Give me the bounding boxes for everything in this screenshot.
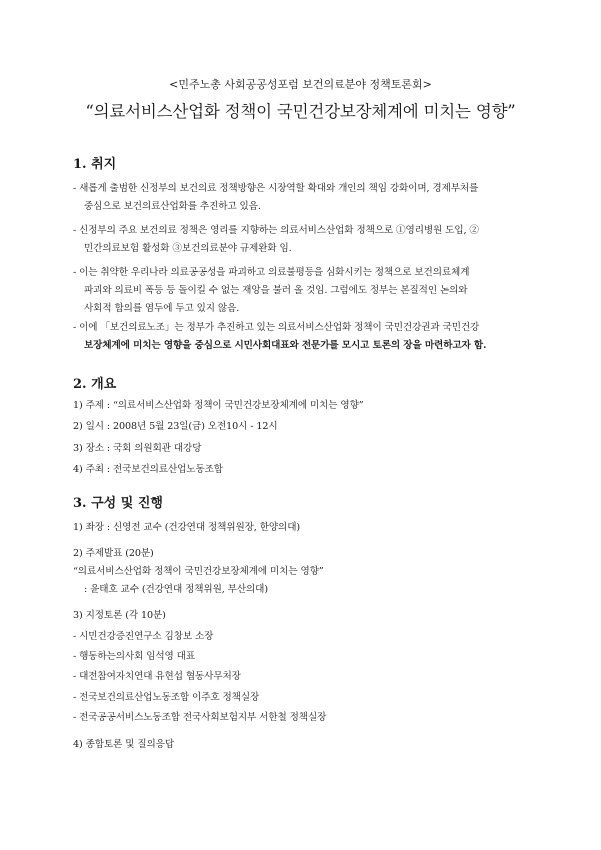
program-line: - 행동하는의사회 임석영 대표	[73, 651, 196, 662]
overview-line: 2) 일시 : 2008년 5월 23일(금) 오전10시 - 12시	[73, 421, 278, 432]
program-line: - 대전참여자치연대 유현섭 협동사무처장	[73, 671, 241, 682]
purpose-line: 보장체계에 미치는 영향을 중심으로 시민사회대표와 전문가를 모시고 토론의 장을 마련하고자 함.	[84, 340, 487, 351]
section-2-title: 2. 개요	[73, 377, 117, 392]
program-line: - 전국공공서비스노동조합 전국사회보험지부 서한철 정책실장	[73, 712, 327, 723]
section-3-title: 3. 구성 및 진행	[73, 496, 163, 511]
program-line: 4) 종합토론 및 질의응답	[73, 739, 175, 750]
program-line: 2) 주제발표 (20분)	[73, 548, 154, 559]
program-line: 1) 좌장 : 신영전 교수 (건강연대 정책위원장, 한양의대)	[73, 522, 301, 533]
purpose-line: - 신정부의 주요 보건의료 정책은 영리를 지향하는 의료서비스산업화 정책으로 ①영리병원 도입, ②	[73, 225, 479, 236]
overview-line: 1) 주제 : “의료서비스산업화 정책이 국민건강보장체계에 미치는 영향”	[73, 400, 364, 411]
program-line: “의료서비스산업화 정책이 국민건강보장체계에 미치는 영향”	[73, 566, 324, 577]
purpose-line: 파괴와 의료비 폭등 등 돌이킬 수 없는 재앙을 불러 올 것임. 그럼에도 정부는 본질적인 논의와	[84, 285, 468, 296]
program-line: - 전국보건의료산업노동조합 이주호 정책실장	[73, 692, 260, 703]
purpose-line: - 새롭게 출범한 신정부의 보건의료 정책방향은 시장역할 확대와 개인의 책임 강화이며, 경제부처를	[73, 183, 479, 194]
document-title: “의료서비스산업화 정책이 국민건강보장체계에 미치는 영향”	[85, 102, 516, 121]
program-line: - 시민건강증진연구소 김창보 소장	[73, 631, 214, 642]
program-line: : 윤태호 교수 (건강연대 정책위원, 부산의대)	[84, 584, 268, 595]
purpose-line: 민간의료보험 활성화 ③보건의료분야 규제완화 임.	[84, 243, 292, 254]
overview-line: 4) 주최 : 전국보건의료산업노동조합	[73, 464, 223, 475]
purpose-line: 사회적 합의를 염두에 두고 있지 않음.	[84, 303, 240, 314]
purpose-line: - 이에 「보건의료노조」는 정부가 추진하고 있는 의료서비스산업화 정책이 국민건강권과 국민건강	[73, 322, 480, 333]
forum-header: <민주노총 사회공공성포럼 보건의료분야 정책토론회>	[169, 78, 432, 91]
section-1-title: 1. 취지	[73, 157, 117, 172]
program-line: 3) 지정토론 (각 10분)	[73, 610, 166, 621]
overview-line: 3) 장소 : 국회 의원회관 대강당	[73, 443, 202, 454]
purpose-line: 중심으로 보건의료산업화를 추진하고 있음.	[84, 201, 261, 212]
purpose-line: - 이는 취약한 우리나라 의료공공성을 파괴하고 의료불평등을 심화시키는 정책으로 보건의료체계	[73, 267, 470, 278]
